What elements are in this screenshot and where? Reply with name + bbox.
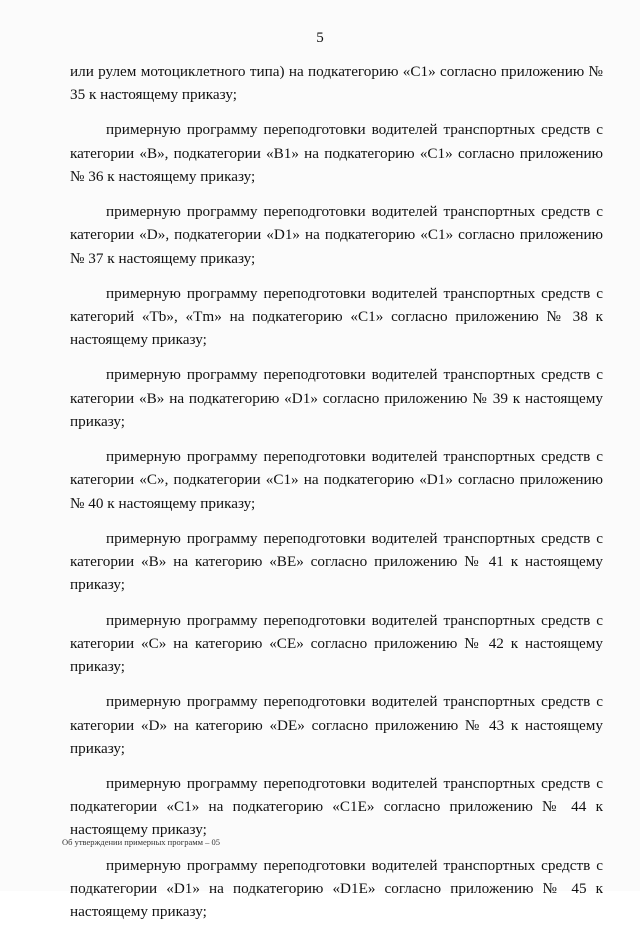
- document-body: [70, 60, 603, 935]
- paragraph: примерную программу переподготовки водителей транспортных средств с категории «B» на категорию «BE» согласно приложению № 41 к настоящему приказу;: [70, 529, 603, 594]
- paragraph: примерную программу переподготовки водителей транспортных средств с категории «B», подкатегории «B1» на подкатегорию «C1» согласно приложению № 36 к настоящему приказу;: [70, 121, 603, 185]
- paragraph: примерную программу переподготовки водителей транспортных средств с подкатегории «C1» на подкатегорию «C1E» согласно приложению № 44 к настоящему приказу;: [70, 774, 603, 839]
- paragraph: примерную программу переподготовки водителей транспортных средств с категории «D», подкатегории «D1» на подкатегорию «C1» согласно приложению № 37 к настоящему приказу;: [70, 203, 603, 267]
- footer-note: Об утверждении примерных программ – 05: [62, 837, 220, 847]
- paragraph: примерную программу переподготовки водителей транспортных средств с категории «C», подкатегории «C1» на подкатегорию «D1» согласно приложению № 40 к настоящему приказу;: [70, 448, 603, 512]
- paragraph: примерную программу переподготовки водителей транспортных средств с подкатегории «D1» на подкатегорию «D1E» согласно приложению № 45 к настоящему приказу;: [70, 856, 603, 921]
- paragraph: примерную программу переподготовки водителей транспортных средств с категорий «Tb», «Tm» на подкатегорию «C1» согласно приложению № 38 к настоящему приказу;: [70, 284, 603, 349]
- paragraph: примерную программу переподготовки водителей транспортных средств с категории «C» на категорию «CE» согласно приложению № 42 к настоящему приказу;: [70, 611, 603, 676]
- page-number: 5: [316, 30, 324, 46]
- paragraph: примерную программу переподготовки водителей транспортных средств с категории «B» на подкатегорию «D1» согласно приложению № 39 к настоящему приказу;: [70, 366, 603, 431]
- paragraph: или рулем мотоциклетного типа) на подкатегорию «C1» согласно приложению № 35 к настоящему приказу;: [70, 63, 603, 104]
- paragraph: примерную программу переподготовки водителей транспортных средств с категории «D» на категорию «DE» согласно приложению № 43 к настоящему приказу;: [70, 693, 603, 757]
